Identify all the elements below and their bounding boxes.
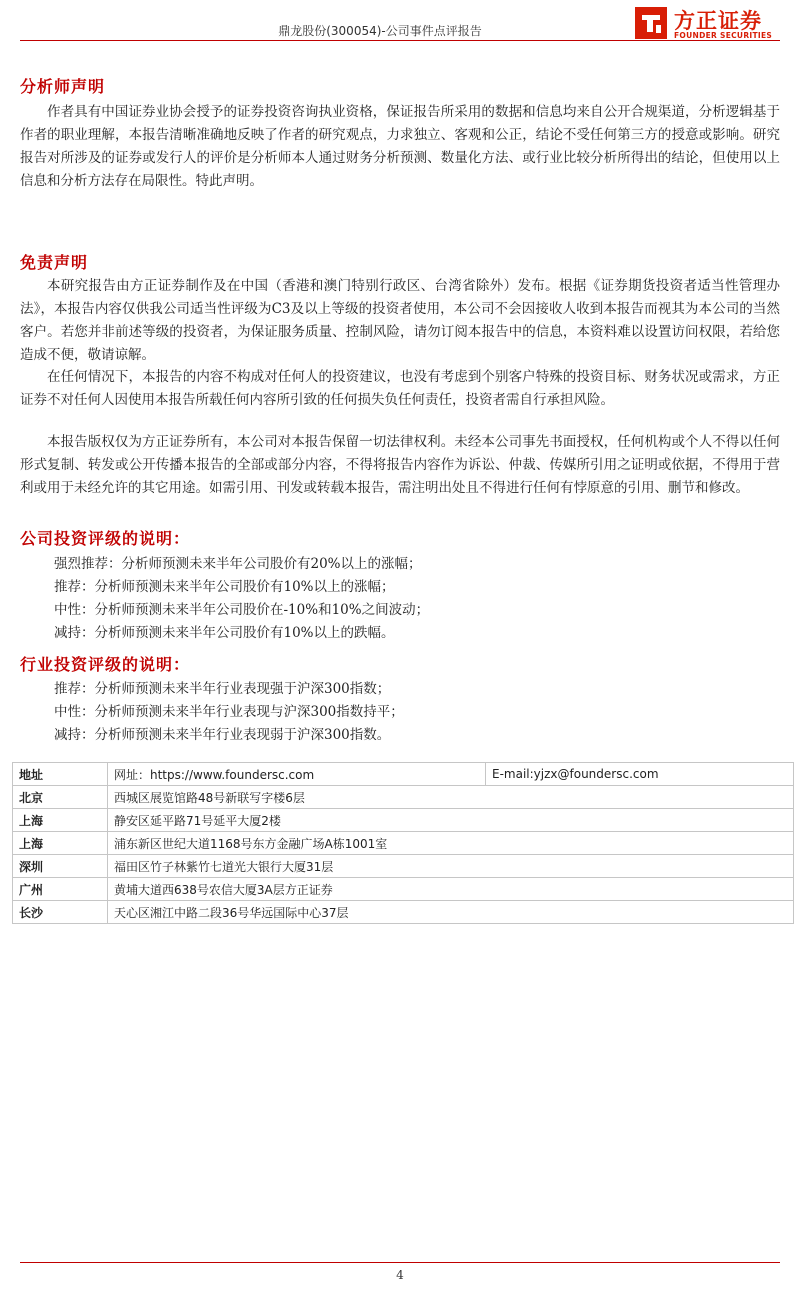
table-row bbox=[13, 786, 794, 809]
header-divider bbox=[20, 40, 780, 41]
website-link[interactable]: 网址：https://www.foundersc.com bbox=[108, 763, 486, 786]
company-rating-list bbox=[54, 553, 429, 645]
office-city: 长沙 bbox=[13, 901, 108, 924]
table-row bbox=[13, 878, 794, 901]
disclaimer-paragraph-3: 本报告版权仅为方正证券所有，本公司对本报告保留一切法律权利。未经本公司事先书面授权，任何机构或个人不得以任何形式复制、转发或公开传播本报告的全部或部分内容，不得将报告内容作为诉讼、仲裁、传媒所引用之证明或依据，不得用于营利或用于未经允许的其它用途。如需引用、刊发或转载本报告，需注明出处且不得进行任何有悖原意的引用、删节和修改。 bbox=[20, 434, 780, 496]
office-city: 广州 bbox=[13, 878, 108, 901]
office-city: 深圳 bbox=[13, 855, 108, 878]
office-address: 福田区竹子林紫竹七道光大银行大厦31层 bbox=[108, 855, 794, 878]
footer-divider bbox=[20, 1262, 780, 1263]
office-city: 上海 bbox=[13, 832, 108, 855]
list-item: 减持：分析师预测未来半年公司股价有10%以上的跌幅。 bbox=[54, 625, 395, 641]
email-link[interactable]: E-mail:yjzx@foundersc.com bbox=[486, 763, 794, 786]
disclaimer-paragraph-1: 本研究报告由方正证券制作及在中国（香港和澳门特别行政区、台湾省除外）发布。根据《证券期货投资者适当性管理办法》，本报告内容仅供我公司适当性评级为C3及以上等级的投资者使用，本公司不会因接收人收到本报告而视其为本公司的当然客户。若您并非前述等级的投资者，为保证服务质量、控制风险，请勿订阅本报告中的信息，本资料难以设置访问权限，若给您造成不便，敬请谅解。 bbox=[20, 278, 780, 363]
page-number: 4 bbox=[396, 1268, 404, 1282]
table-row bbox=[13, 855, 794, 878]
page-header bbox=[0, 0, 800, 46]
address-header-label: 地址 bbox=[13, 763, 108, 786]
table-row bbox=[13, 809, 794, 832]
logo-text-cn: 方正证券 bbox=[674, 9, 762, 33]
company-rating-title: 公司投资评级的说明： bbox=[20, 529, 191, 548]
logo-text-en: FOUNDER SECURITIES bbox=[674, 31, 773, 40]
list-item: 中性：分析师预测未来半年公司股价在-10%和10%之间波动； bbox=[54, 602, 430, 618]
office-address: 西城区展览馆路48号新联写字楼6层 bbox=[108, 786, 794, 809]
analyst-statement-title: 分析师声明 bbox=[20, 77, 106, 96]
table-row bbox=[13, 763, 794, 786]
report-title: 鼎龙股份(300054)-公司事件点评报告 bbox=[278, 24, 482, 38]
list-item: 推荐：分析师预测未来半年公司股价有10%以上的涨幅； bbox=[54, 579, 395, 595]
office-city: 上海 bbox=[13, 809, 108, 832]
founder-logo bbox=[634, 6, 784, 40]
office-address: 黄埔大道西638号农信大厦3A层方正证券 bbox=[108, 878, 794, 901]
office-address: 静安区延平路71号延平大厦2楼 bbox=[108, 809, 794, 832]
analyst-statement-text: 作者具有中国证券业协会授予的证券投资咨询执业资格，保证报告所采用的数据和信息均来自公开合规渠道，分析逻辑基于作者的职业理解，本报告清晰准确地反映了作者的研究观点，力求独立、客观和公正，结论不受任何第三方的授意或影响。研究报告对所涉及的证券或发行人的评价是分析师本人通过财务分析预测、数量化方法、或行业比较分析所得出的结论，但使用以上信息和分析方法存在局限性。特此声明。 bbox=[20, 104, 780, 189]
list-item: 中性：分析师预测未来半年行业表现与沪深300指数持平； bbox=[54, 704, 404, 720]
table-row bbox=[13, 832, 794, 855]
industry-rating-list bbox=[54, 678, 404, 747]
address-table bbox=[12, 762, 794, 924]
disclaimer-title: 免责声明 bbox=[20, 253, 89, 272]
founder-logo-mark-icon bbox=[634, 6, 668, 40]
table-row bbox=[13, 901, 794, 924]
list-item: 减持：分析师预测未来半年行业表现弱于沪深300指数。 bbox=[54, 727, 391, 743]
office-city: 北京 bbox=[13, 786, 108, 809]
office-address: 天心区湘江中路二段36号华远国际中心37层 bbox=[108, 901, 794, 924]
industry-rating-title: 行业投资评级的说明： bbox=[20, 655, 191, 674]
office-address: 浦东新区世纪大道1168号东方金融广场A栋1001室 bbox=[108, 832, 794, 855]
list-item: 强烈推荐：分析师预测未来半年公司股价有20%以上的涨幅； bbox=[54, 556, 422, 572]
list-item: 推荐：分析师预测未来半年行业表现强于沪深300指数； bbox=[54, 681, 391, 697]
disclaimer-paragraph-2: 在任何情况下，本报告的内容不构成对任何人的投资建议，也没有考虑到个别客户特殊的投资目标、财务状况或需求，方正证券不对任何人因使用本报告所载任何内容所引致的任何损失负任何责任，投资者需自行承担风险。 bbox=[20, 369, 780, 408]
